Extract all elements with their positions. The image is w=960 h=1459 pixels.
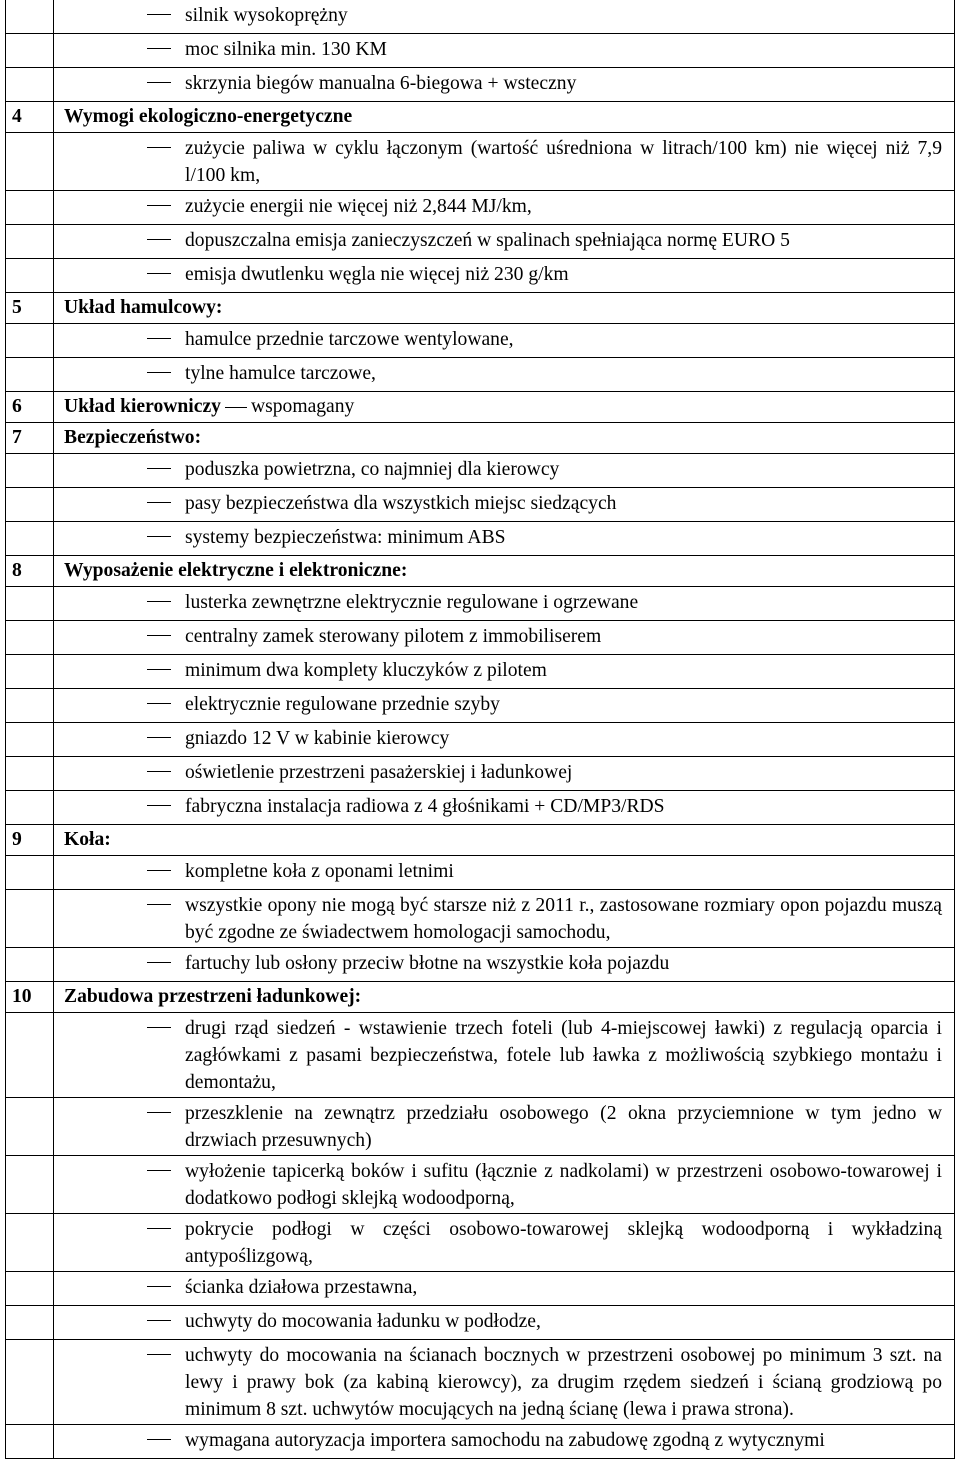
item-cell bbox=[54, 259, 955, 293]
dash-bullet-icon bbox=[147, 870, 171, 871]
item-cell bbox=[54, 191, 955, 225]
list-item bbox=[6, 1272, 955, 1306]
list-item bbox=[6, 1214, 955, 1272]
item-text: ścianka działowa przestawna, bbox=[185, 1277, 418, 1298]
item-text: poduszka powietrzna, co najmniej dla kierowcy bbox=[185, 459, 560, 480]
empty-number-cell bbox=[6, 856, 54, 890]
dash-bullet-icon bbox=[147, 1320, 171, 1321]
list-item bbox=[6, 522, 955, 556]
section-title: Wymogi ekologiczno-energetyczne bbox=[64, 106, 353, 127]
list-item bbox=[6, 1306, 955, 1340]
empty-number-cell bbox=[6, 890, 54, 948]
list-item bbox=[6, 723, 955, 757]
item-text: skrzynia biegów manualna 6-biegowa + wsteczny bbox=[185, 73, 577, 94]
dash-bullet-icon bbox=[147, 48, 171, 49]
dash-bullet-icon bbox=[147, 703, 171, 704]
dash-bullet-icon bbox=[147, 468, 171, 469]
item-text: tylne hamulce tarczowe, bbox=[185, 363, 376, 384]
item-cell bbox=[54, 68, 955, 102]
empty-number-cell bbox=[6, 1156, 54, 1214]
dash-bullet-icon bbox=[147, 771, 171, 772]
item-cell bbox=[54, 1272, 955, 1306]
item-cell bbox=[54, 1306, 955, 1340]
section-row bbox=[6, 102, 955, 133]
item-text: zużycie paliwa w cyklu łączonym (wartość uśredniona w litrach/100 km) nie więcej niż 7,9 l/100 km, bbox=[185, 138, 942, 186]
section-row bbox=[6, 982, 955, 1013]
section-title: Zabudowa przestrzeni ładunkowej: bbox=[64, 986, 362, 1007]
section-suffix: wspomagany bbox=[250, 396, 355, 417]
empty-number-cell bbox=[6, 0, 54, 34]
section-title: Bezpieczeństwo: bbox=[64, 427, 202, 448]
item-text: wszystkie opony nie mogą być starsze niż z 2011 r., zastosowane rozmiary opon pojazdu muszą być zgodne ze świadectwem homologacji samochodu, bbox=[185, 895, 942, 943]
section-row bbox=[6, 392, 955, 423]
section-heading-cell bbox=[54, 556, 955, 587]
item-text: fartuchy lub osłony przeciw błotne na wszystkie koła pojazdu bbox=[185, 953, 670, 974]
item-text: lusterka zewnętrzne elektrycznie regulowane i ogrzewane bbox=[185, 592, 639, 613]
list-item bbox=[6, 191, 955, 225]
empty-number-cell bbox=[6, 1340, 54, 1425]
item-cell bbox=[54, 757, 955, 791]
list-item bbox=[6, 621, 955, 655]
item-cell bbox=[54, 1340, 955, 1425]
list-item bbox=[6, 358, 955, 392]
item-text: emisja dwutlenku węgla nie więcej niż 230 g/km bbox=[185, 264, 569, 285]
item-cell bbox=[54, 948, 955, 982]
list-item bbox=[6, 0, 955, 34]
empty-number-cell bbox=[6, 948, 54, 982]
item-cell bbox=[54, 587, 955, 621]
section-number: 10 bbox=[6, 982, 54, 1013]
section-row bbox=[6, 825, 955, 856]
empty-number-cell bbox=[6, 324, 54, 358]
item-cell bbox=[54, 1156, 955, 1214]
list-item bbox=[6, 689, 955, 723]
item-text: systemy bezpieczeństwa: minimum ABS bbox=[185, 527, 506, 548]
list-item bbox=[6, 488, 955, 522]
empty-number-cell bbox=[6, 1098, 54, 1156]
section-row bbox=[6, 423, 955, 454]
list-item bbox=[6, 68, 955, 102]
section-title: Układ kierowniczy bbox=[64, 396, 221, 417]
item-text: elektrycznie regulowane przednie szyby bbox=[185, 694, 500, 715]
item-text: dopuszczalna emisja zanieczyszczeń w spalinach spełniająca normę EURO 5 bbox=[185, 230, 790, 251]
list-item bbox=[6, 1340, 955, 1425]
dash-bullet-icon bbox=[147, 82, 171, 83]
item-text: centralny zamek sterowany pilotem z immobiliserem bbox=[185, 626, 602, 647]
item-text: oświetlenie przestrzeni pasażerskiej i ładunkowej bbox=[185, 762, 573, 783]
section-heading-cell bbox=[54, 825, 955, 856]
item-text: zużycie energii nie więcej niż 2,844 MJ/km, bbox=[185, 196, 532, 217]
list-item bbox=[6, 890, 955, 948]
list-item bbox=[6, 948, 955, 982]
section-row bbox=[6, 293, 955, 324]
section-heading-cell bbox=[54, 423, 955, 454]
list-item bbox=[6, 1098, 955, 1156]
item-text: drugi rząd siedzeń - wstawienie trzech foteli (lub 4-miejscowej ławki) z regulacją oparcia i zagłówkami z pasami bezpieczeństwa, fotele lub ławka z możliwością szybkiego montażu i demontażu, bbox=[185, 1018, 942, 1093]
section-title: Wyposażenie elektryczne i elektroniczne: bbox=[64, 560, 408, 581]
dash-bullet-icon bbox=[147, 805, 171, 806]
list-item bbox=[6, 324, 955, 358]
empty-number-cell bbox=[6, 1272, 54, 1306]
list-item bbox=[6, 225, 955, 259]
list-item bbox=[6, 587, 955, 621]
section-title: Układ hamulcowy: bbox=[64, 297, 223, 318]
dash-bullet-icon bbox=[147, 1228, 171, 1229]
dash-bullet-icon bbox=[147, 1286, 171, 1287]
item-cell bbox=[54, 723, 955, 757]
item-text: przeszklenie na zewnątrz przedziału osobowego (2 okna przyciemnione w tym jedno w drzwiach przesuwnych) bbox=[185, 1103, 942, 1151]
list-item bbox=[6, 791, 955, 825]
item-cell bbox=[54, 655, 955, 689]
item-text: minimum dwa komplety kluczyków z pilotem bbox=[185, 660, 547, 681]
empty-number-cell bbox=[6, 757, 54, 791]
specification-table bbox=[5, 0, 955, 1459]
list-item bbox=[6, 259, 955, 293]
dash-bullet-icon bbox=[147, 1354, 171, 1355]
empty-number-cell bbox=[6, 488, 54, 522]
empty-number-cell bbox=[6, 225, 54, 259]
dash-bullet-icon bbox=[147, 737, 171, 738]
item-cell bbox=[54, 689, 955, 723]
item-cell bbox=[54, 324, 955, 358]
item-text: silnik wysokoprężny bbox=[185, 5, 348, 26]
empty-number-cell bbox=[6, 522, 54, 556]
empty-number-cell bbox=[6, 68, 54, 102]
item-cell bbox=[54, 890, 955, 948]
empty-number-cell bbox=[6, 1306, 54, 1340]
item-text: gniazdo 12 V w kabinie kierowcy bbox=[185, 728, 450, 749]
section-number: 7 bbox=[6, 423, 54, 454]
section-row bbox=[6, 556, 955, 587]
item-cell bbox=[54, 225, 955, 259]
item-text: uchwyty do mocowania ładunku w podłodze, bbox=[185, 1311, 541, 1332]
item-text: kompletne koła z oponami letnimi bbox=[185, 861, 454, 882]
section-number: 4 bbox=[6, 102, 54, 133]
empty-number-cell bbox=[6, 587, 54, 621]
item-text: uchwyty do mocowania na ścianach bocznych w przestrzeni osobowej po minimum 3 szt. na lewy i prawy bok (za kabiną kierowcy), za drugim rzędem siedzeń i ścianą grodziową po minimum 8 szt. uchwytów mocujących na jedną ścianę (lewa i prawa strona). bbox=[185, 1345, 942, 1420]
dash-bullet-icon bbox=[147, 273, 171, 274]
empty-number-cell bbox=[6, 1425, 54, 1459]
item-text: pasy bezpieczeństwa dla wszystkich miejsc siedzących bbox=[185, 493, 617, 514]
item-text: moc silnika min. 130 KM bbox=[185, 39, 387, 60]
empty-number-cell bbox=[6, 1013, 54, 1098]
item-cell bbox=[54, 791, 955, 825]
list-item bbox=[6, 1013, 955, 1098]
item-cell bbox=[54, 488, 955, 522]
section-heading-cell bbox=[54, 982, 955, 1013]
section-heading-cell bbox=[54, 293, 955, 324]
item-cell bbox=[54, 1214, 955, 1272]
list-item bbox=[6, 1425, 955, 1459]
dash-bullet-icon bbox=[147, 1439, 171, 1440]
empty-number-cell bbox=[6, 621, 54, 655]
dash-bullet-icon bbox=[147, 962, 171, 963]
list-item bbox=[6, 856, 955, 890]
dash-icon bbox=[225, 407, 247, 408]
empty-number-cell bbox=[6, 358, 54, 392]
empty-number-cell bbox=[6, 34, 54, 68]
empty-number-cell bbox=[6, 723, 54, 757]
section-heading-cell bbox=[54, 392, 955, 423]
dash-bullet-icon bbox=[147, 1027, 171, 1028]
dash-bullet-icon bbox=[147, 1112, 171, 1113]
section-heading-cell bbox=[54, 102, 955, 133]
item-cell bbox=[54, 454, 955, 488]
empty-number-cell bbox=[6, 791, 54, 825]
section-title: Koła: bbox=[64, 829, 111, 850]
dash-bullet-icon bbox=[147, 904, 171, 905]
item-text: wymagana autoryzacja importera samochodu na zabudowę zgodną z wytycznymi bbox=[185, 1430, 825, 1451]
dash-bullet-icon bbox=[147, 601, 171, 602]
dash-bullet-icon bbox=[147, 372, 171, 373]
dash-bullet-icon bbox=[147, 14, 171, 15]
dash-bullet-icon bbox=[147, 502, 171, 503]
empty-number-cell bbox=[6, 191, 54, 225]
dash-bullet-icon bbox=[147, 635, 171, 636]
list-item bbox=[6, 133, 955, 191]
empty-number-cell bbox=[6, 259, 54, 293]
item-cell bbox=[54, 522, 955, 556]
dash-bullet-icon bbox=[147, 1170, 171, 1171]
item-text: hamulce przednie tarczowe wentylowane, bbox=[185, 329, 514, 350]
dash-bullet-icon bbox=[147, 669, 171, 670]
item-cell bbox=[54, 1425, 955, 1459]
specification-rows bbox=[6, 0, 955, 1459]
empty-number-cell bbox=[6, 454, 54, 488]
dash-bullet-icon bbox=[147, 338, 171, 339]
section-number: 9 bbox=[6, 825, 54, 856]
section-number: 5 bbox=[6, 293, 54, 324]
item-text: pokrycie podłogi w części osobowo-towarowej sklejką wodoodporną i wykładziną antypoślizgową, bbox=[185, 1219, 942, 1267]
list-item bbox=[6, 454, 955, 488]
item-cell bbox=[54, 1013, 955, 1098]
list-item bbox=[6, 34, 955, 68]
dash-bullet-icon bbox=[147, 536, 171, 537]
dash-bullet-icon bbox=[147, 205, 171, 206]
list-item bbox=[6, 757, 955, 791]
item-cell bbox=[54, 0, 955, 34]
empty-number-cell bbox=[6, 689, 54, 723]
section-number: 8 bbox=[6, 556, 54, 587]
list-item bbox=[6, 1156, 955, 1214]
list-item bbox=[6, 655, 955, 689]
item-cell bbox=[54, 133, 955, 191]
item-cell bbox=[54, 1098, 955, 1156]
dash-bullet-icon bbox=[147, 147, 171, 148]
section-number: 6 bbox=[6, 392, 54, 423]
item-cell bbox=[54, 358, 955, 392]
empty-number-cell bbox=[6, 1214, 54, 1272]
item-cell bbox=[54, 621, 955, 655]
item-cell bbox=[54, 34, 955, 68]
empty-number-cell bbox=[6, 133, 54, 191]
empty-number-cell bbox=[6, 655, 54, 689]
dash-bullet-icon bbox=[147, 239, 171, 240]
item-text: fabryczna instalacja radiowa z 4 głośnikami + CD/MP3/RDS bbox=[185, 796, 665, 817]
item-cell bbox=[54, 856, 955, 890]
item-text: wyłożenie tapicerką boków i sufitu (łącznie z nadkolami) w przestrzeni osobowo-towarowej i dodatkowo podłogi sklejką wodoodporną, bbox=[185, 1161, 942, 1209]
